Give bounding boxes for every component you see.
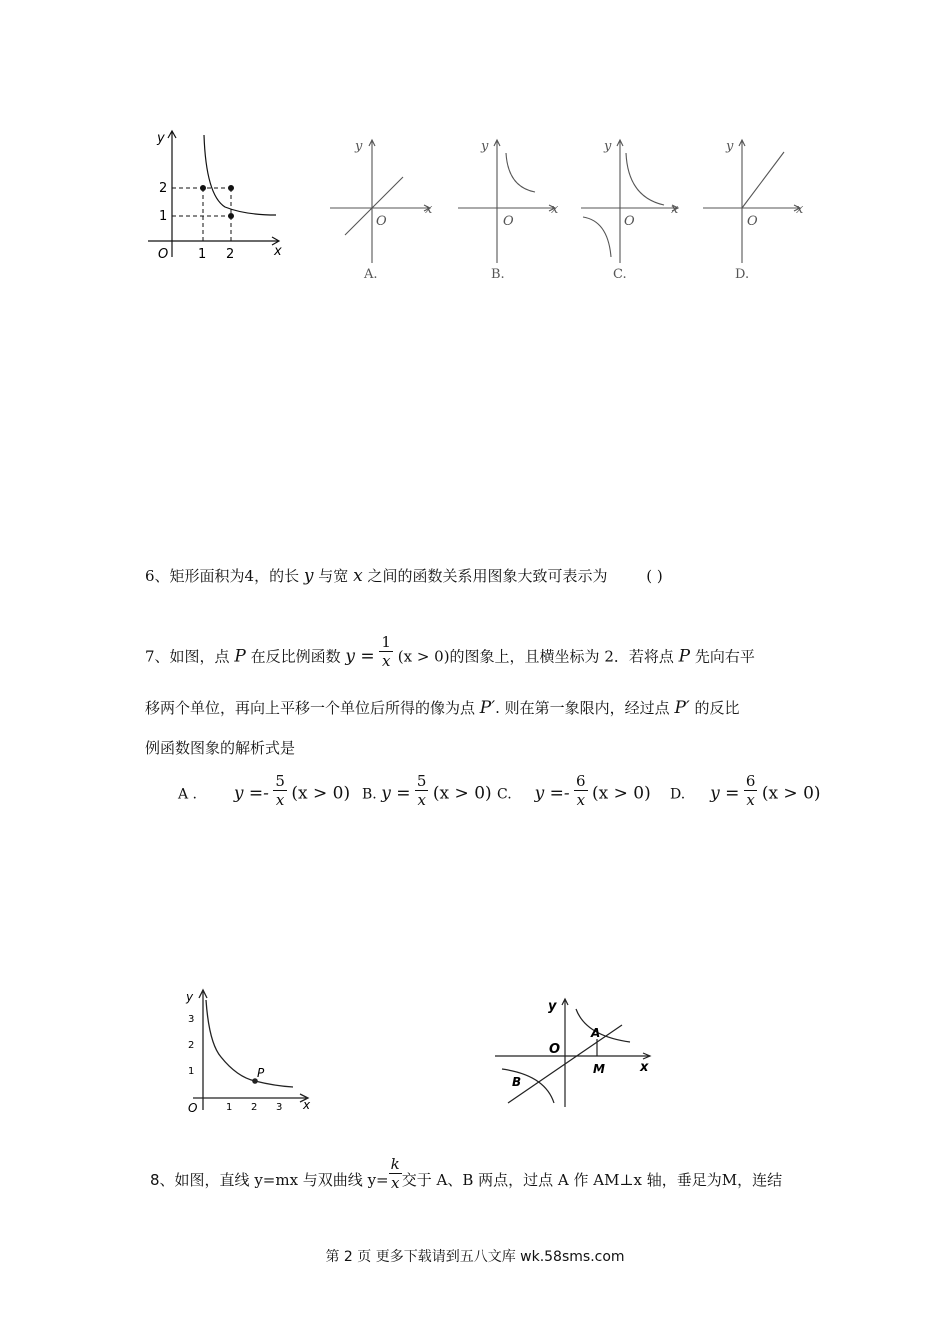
q7-option-c-lhs: y =- <box>534 783 570 804</box>
q8-text-1: 如图，直线 y=mx 与双曲线 y= <box>174 1171 389 1189</box>
q6-answer-bracket: ( ) <box>646 567 663 585</box>
q6-text-3: 之间的函数关系用图象大致可表示为 <box>367 567 608 585</box>
q7-line-2b: . 则在第一象限内，经过点 <box>495 699 670 717</box>
q7-option-c-cond: (x > 0) <box>592 783 651 804</box>
q7-text-2: 在反比例函数 <box>250 647 341 666</box>
q7-y-eq: y = <box>345 646 375 667</box>
q7-option-b-frac <box>415 772 429 809</box>
q7-fraction <box>379 633 393 670</box>
q7-text-1: 如图，点 <box>169 647 230 666</box>
question-7-line-1 <box>145 633 755 670</box>
q8-fig-origin: O <box>549 1042 561 1057</box>
q8-text-2: 交于 A、B 两点，过点 A 作 AM⊥x 轴，垂足为M，连结 <box>401 1171 783 1189</box>
q6-var-y: y <box>303 566 314 586</box>
q8-fig-x-label: x <box>640 1060 649 1075</box>
q6-text-1: 矩形面积为4，的长 <box>169 567 300 585</box>
q7-option-a-label: A . <box>178 786 198 803</box>
q7-option-a-frac <box>273 772 287 809</box>
reference-graph <box>140 125 290 265</box>
q6-text-2: 与宽 <box>318 567 349 585</box>
q7-fig-x-label: x <box>303 1098 311 1112</box>
option-b-x-label: x <box>551 202 559 217</box>
q8-figure <box>490 995 665 1110</box>
option-c-label: C. <box>613 267 627 282</box>
q6-number: 6、 <box>145 567 170 585</box>
option-b-origin-label: O <box>503 214 514 229</box>
q7-frac-num: 1 <box>381 633 391 651</box>
page-footer: 第 2 页 更多下载请到五八文库 wk.58sms.com <box>325 1249 625 1265</box>
ref-tick-x-1: 1 <box>198 247 207 262</box>
q7-fig-tick-x-3: 3 <box>276 1102 283 1113</box>
q7-fig-y-label: y <box>186 990 194 1004</box>
question-7-line-3: 例函数图象的解析式是 <box>145 739 296 757</box>
q8-fig-point-b: B <box>512 1075 522 1089</box>
q7-option-c-num: 6 <box>576 772 586 790</box>
q7-option-c <box>497 772 651 809</box>
option-b-graph <box>455 135 570 285</box>
option-c-x-label: x <box>671 202 679 217</box>
ref-tick-x-2: 2 <box>226 247 235 262</box>
question-7-line-2 <box>145 698 740 718</box>
q7-point-p-prime-2: P′ <box>674 698 690 718</box>
option-a-x-label: x <box>425 202 433 217</box>
option-c-y-label: y <box>604 139 612 154</box>
q7-fig-tick-y-2: 2 <box>188 1040 195 1051</box>
q7-point-p-2: P <box>678 646 691 667</box>
option-a-y-label: y <box>355 139 363 154</box>
q7-fig-tick-x-2: 2 <box>251 1102 258 1113</box>
option-b-label: B. <box>491 267 505 282</box>
q7-option-a <box>178 772 351 809</box>
q8-fig-point-m: M <box>593 1062 605 1076</box>
q7-fig-point-p: P <box>257 1066 265 1080</box>
q7-point-p-prime: P′ <box>479 698 496 718</box>
option-d-y-label: y <box>726 139 734 154</box>
q7-option-d-den: x <box>746 791 755 809</box>
q7-option-d-frac <box>744 772 758 809</box>
q7-option-a-cond: (x > 0) <box>291 783 351 804</box>
q7-line-2: 移两个单位，再向上平移一个单位后所得的像为点 <box>145 699 476 717</box>
option-a-origin-label: O <box>376 214 387 229</box>
q7-option-d-num: 6 <box>745 772 756 790</box>
q7-text-3: (x > 0)的图象上，且横坐标为 2．若将点 <box>397 647 674 666</box>
option-d-label: D. <box>735 267 750 282</box>
q7-option-d-lhs: y = <box>710 783 740 804</box>
q7-option-b <box>362 772 492 809</box>
option-a-label: A. <box>364 267 378 282</box>
q8-fig-point-a: A <box>591 1026 601 1040</box>
q7-option-b-cond: (x > 0) <box>432 783 492 804</box>
q7-fig-tick-y-1: 1 <box>188 1066 195 1077</box>
q7-fig-tick-x-1: 1 <box>226 1102 233 1113</box>
option-c-origin-label: O <box>624 214 635 229</box>
ref-tick-y-2: 2 <box>159 181 168 196</box>
option-b-y-label: y <box>481 139 489 154</box>
q6-var-x: x <box>353 566 363 586</box>
q7-option-a-num: 5 <box>275 772 285 790</box>
q8-fig-y-label: y <box>548 999 557 1014</box>
q7-option-d <box>670 772 821 809</box>
q7-figure <box>175 985 320 1115</box>
q7-option-a-den: x <box>275 791 285 809</box>
q8-fraction <box>389 1155 402 1192</box>
q7-option-d-cond: (x > 0) <box>761 783 821 804</box>
q7-option-a-lhs: y =- <box>233 783 269 804</box>
q7-option-c-den: x <box>576 791 586 809</box>
q7-option-b-lhs: y = <box>381 783 411 804</box>
q7-option-c-label: C. <box>497 786 512 803</box>
q7-fig-origin: O <box>188 1101 198 1115</box>
q7-point-p: P <box>234 646 246 667</box>
q7-text-4: 先向右平 <box>694 647 755 666</box>
ref-y-label: y <box>157 131 165 146</box>
ref-origin-label: O <box>158 247 169 262</box>
option-a-graph <box>325 135 440 285</box>
q7-option-b-label: B. <box>362 786 377 803</box>
question-6 <box>145 566 663 586</box>
q7-frac-den: x <box>381 652 391 670</box>
q8-number: 8、 <box>150 1171 175 1189</box>
q8-frac-num: k <box>390 1154 400 1173</box>
ref-x-label: x <box>274 244 282 259</box>
q7-option-b-num: 5 <box>416 772 427 790</box>
q7-line-2c: 的反比 <box>694 699 740 717</box>
q7-fig-tick-y-3: 3 <box>188 1014 195 1025</box>
option-d-x-label: x <box>796 202 804 217</box>
q8-frac-den: x <box>390 1173 400 1192</box>
q7-number: 7、 <box>145 647 170 666</box>
option-d-graph <box>700 135 815 285</box>
q7-option-b-den: x <box>417 791 426 809</box>
q7-option-d-label: D. <box>670 786 686 803</box>
option-c-graph <box>578 135 693 285</box>
ref-tick-y-1: 1 <box>159 209 168 224</box>
q7-option-c-frac <box>574 772 588 809</box>
question-8 <box>150 1154 783 1192</box>
option-d-origin-label: O <box>747 214 758 229</box>
